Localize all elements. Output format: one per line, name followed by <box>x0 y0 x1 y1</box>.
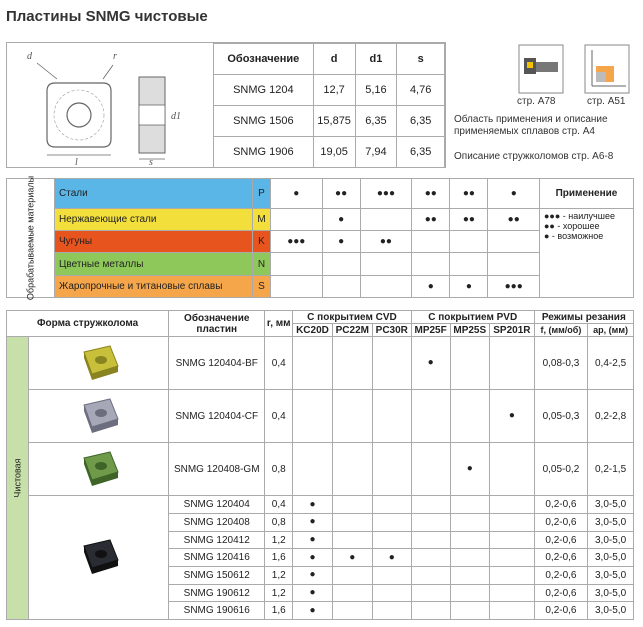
radius-cell: 0,4 <box>265 390 293 443</box>
grade-mark <box>450 549 489 567</box>
grade-mark <box>372 531 411 549</box>
table-row <box>7 496 634 514</box>
grade-mark <box>450 337 489 390</box>
mat-mark <box>271 208 323 230</box>
mat-mark <box>360 275 412 297</box>
designation-cell: SNMG 120404-BF <box>169 337 265 390</box>
mat-mark: ●●● <box>271 231 323 253</box>
dim-cell: 7,94 <box>355 137 397 168</box>
grade-mark <box>293 390 332 443</box>
mat-code: P <box>253 179 271 209</box>
mat-mark: ●● <box>450 179 488 209</box>
mat-mark: ●● <box>322 179 360 209</box>
mat-mark: ●● <box>412 208 450 230</box>
grade-mark <box>450 531 489 549</box>
feed-cell: 0,2-0,6 <box>534 514 587 532</box>
insert-image <box>29 337 169 390</box>
grade-mark <box>411 549 450 567</box>
dim-cell: 6,35 <box>397 106 445 137</box>
materials-side <box>7 175 55 301</box>
ref-area: Область применения и описание применяемых сплавов стр. A4 <box>454 114 608 137</box>
feed-cell: 0,2-0,6 <box>534 549 587 567</box>
grade-mark: ● <box>293 531 332 549</box>
page-title: Пластины SNMG чистовые <box>6 8 208 25</box>
label-d: d <box>27 51 32 62</box>
mat-code: M <box>253 208 271 230</box>
label-l: l <box>75 157 78 167</box>
grade-mark <box>332 567 372 585</box>
feed-cell: 0,08-0,3 <box>534 337 587 390</box>
table-row <box>7 443 634 496</box>
designation-cell: SNMG 120408 <box>169 514 265 532</box>
dim-cell: 4,76 <box>397 75 445 106</box>
header-shape: Форма стружколома <box>7 311 169 337</box>
mat-mark: ●● <box>360 231 412 253</box>
grade-mark <box>332 584 372 602</box>
feed-cell: 0,2-0,6 <box>534 584 587 602</box>
grade-mark <box>450 390 489 443</box>
grade-mark <box>490 514 535 532</box>
grade-header: PC30R <box>372 324 411 337</box>
holder-icon <box>518 44 564 94</box>
chipbreaker-diagram-icon <box>584 44 630 94</box>
feed-cell: 0,05-0,2 <box>534 443 587 496</box>
radius-cell: 1,6 <box>265 602 293 620</box>
ref-a78[interactable]: стр. A78 <box>517 96 556 107</box>
mat-label: Жаропрочные и титановые сплавы <box>55 275 253 297</box>
depth-cell: 3,0-5,0 <box>588 549 634 567</box>
designation-cell: SNMG 190612 <box>169 584 265 602</box>
designation-cell: SNMG 120404 <box>169 496 265 514</box>
depth-cell: 0,4-2,5 <box>588 337 634 390</box>
grade-mark: ● <box>450 443 489 496</box>
header-depth: ap, (мм) <box>588 324 634 337</box>
grade-mark <box>450 602 489 620</box>
depth-cell: 0,2-1,5 <box>588 443 634 496</box>
grade-mark: ● <box>293 549 332 567</box>
grade-mark: ● <box>293 496 332 514</box>
dim-header: s <box>397 44 445 75</box>
designation-cell: SNMG 120416 <box>169 549 265 567</box>
mat-mark <box>322 253 360 275</box>
application-title: Применение <box>540 179 634 209</box>
grade-mark <box>411 496 450 514</box>
grade-mark <box>332 514 372 532</box>
grade-mark <box>372 584 411 602</box>
depth-cell: 3,0-5,0 <box>588 567 634 585</box>
inserts-table <box>6 310 634 620</box>
grade-mark <box>411 531 450 549</box>
insert-image <box>29 390 169 443</box>
mat-mark <box>412 231 450 253</box>
dim-cell: 5,16 <box>355 75 397 106</box>
designation-cell: SNMG 120408-GM <box>169 443 265 496</box>
mat-mark: ● <box>322 231 360 253</box>
ref-a51[interactable]: стр. A51 <box>587 96 626 107</box>
mat-mark: ● <box>450 275 488 297</box>
mat-label: Чугуны <box>55 231 253 253</box>
mat-mark <box>271 253 323 275</box>
materials-side-label: Обрабатываемые материалы <box>25 175 35 301</box>
grade-mark <box>490 567 535 585</box>
grade-mark <box>293 443 332 496</box>
grade-mark <box>372 602 411 620</box>
grade-mark <box>411 567 450 585</box>
mat-mark: ●●● <box>360 179 412 209</box>
grade-mark <box>372 514 411 532</box>
dim-cell: SNMG 1204 <box>214 75 314 106</box>
ref-chip: Описание стружколомов стр. A6-8 <box>454 151 614 162</box>
grade-mark <box>332 496 372 514</box>
mat-mark: ● <box>412 275 450 297</box>
designation-cell: SNMG 190616 <box>169 602 265 620</box>
grade-mark <box>411 602 450 620</box>
dim-header: Обозначение <box>214 44 314 75</box>
grade-mark: ● <box>293 514 332 532</box>
depth-cell: 3,0-5,0 <box>588 496 634 514</box>
grade-header: SP201R <box>490 324 535 337</box>
label-d1: d1 <box>171 111 181 122</box>
insert-image <box>29 443 169 496</box>
mat-mark <box>271 275 323 297</box>
grade-mark: ● <box>293 584 332 602</box>
mat-label: Нержавеющие стали <box>55 208 253 230</box>
mat-mark: ●● <box>488 208 540 230</box>
feed-cell: 0,2-0,6 <box>534 496 587 514</box>
grade-mark <box>411 443 450 496</box>
legend-item: ●●● - наилучшее <box>544 210 615 221</box>
dim-cell: 12,7 <box>313 75 355 106</box>
table-row <box>7 390 634 443</box>
mat-code: K <box>253 231 271 253</box>
grade-mark: ● <box>372 549 411 567</box>
grade-mark <box>293 337 332 390</box>
mat-code: S <box>253 275 271 297</box>
grade-mark <box>490 337 535 390</box>
grade-mark <box>490 602 535 620</box>
insert-drawing <box>7 43 212 167</box>
mat-code: N <box>253 253 271 275</box>
grade-mark <box>450 567 489 585</box>
mat-mark <box>450 231 488 253</box>
header-cvd: С покрытием CVD <box>293 311 411 324</box>
designation-cell: SNMG 120412 <box>169 531 265 549</box>
radius-cell: 0,8 <box>265 443 293 496</box>
grade-header: KC20D <box>293 324 332 337</box>
grade-header: MP25F <box>411 324 450 337</box>
radius-cell: 0,4 <box>265 496 293 514</box>
feed-cell: 0,05-0,3 <box>534 390 587 443</box>
radius-cell: 1,2 <box>265 567 293 585</box>
grade-mark <box>490 584 535 602</box>
grade-mark <box>372 496 411 514</box>
grade-mark <box>490 549 535 567</box>
mat-mark: ● <box>271 179 323 209</box>
finishing-side <box>7 337 29 620</box>
grade-mark <box>490 531 535 549</box>
materials-table <box>6 175 634 301</box>
header-feed: f, (мм/об) <box>534 324 587 337</box>
depth-cell: 3,0-5,0 <box>588 514 634 532</box>
grade-mark <box>332 390 372 443</box>
grade-mark <box>332 531 372 549</box>
feed-cell: 0,2-0,6 <box>534 602 587 620</box>
grade-mark <box>332 602 372 620</box>
grade-mark: ● <box>411 337 450 390</box>
mat-mark <box>360 208 412 230</box>
mat-mark: ●● <box>412 179 450 209</box>
grade-mark <box>490 496 535 514</box>
grade-mark <box>411 584 450 602</box>
mat-mark: ● <box>488 179 540 209</box>
grade-mark <box>450 584 489 602</box>
grade-mark <box>332 443 372 496</box>
mat-label: Цветные металлы <box>55 253 253 275</box>
grade-mark: ● <box>332 549 372 567</box>
grade-header: PC22M <box>332 324 372 337</box>
insert-image <box>29 496 169 620</box>
radius-cell: 0,8 <box>265 514 293 532</box>
grade-mark <box>450 496 489 514</box>
mat-mark <box>360 253 412 275</box>
grade-mark <box>372 443 411 496</box>
mat-mark: ● <box>322 208 360 230</box>
dimension-table <box>213 43 445 168</box>
depth-cell: 3,0-5,0 <box>588 602 634 620</box>
grade-header: MP25S <box>450 324 489 337</box>
legend-item: ● - возможное <box>544 230 604 241</box>
radius-cell: 0,4 <box>265 337 293 390</box>
dim-header: d1 <box>355 44 397 75</box>
dim-cell: SNMG 1506 <box>214 106 314 137</box>
grade-mark: ● <box>293 602 332 620</box>
dimension-block <box>6 42 446 168</box>
grade-mark <box>411 514 450 532</box>
finishing-side-label: Чистовая <box>12 458 22 498</box>
mat-mark <box>322 275 360 297</box>
mat-mark <box>412 253 450 275</box>
header-pvd: С покрытием PVD <box>411 311 534 324</box>
grade-mark <box>332 337 372 390</box>
depth-cell: 3,0-5,0 <box>588 584 634 602</box>
designation-cell: SNMG 120404-CF <box>169 390 265 443</box>
depth-cell: 0,2-2,8 <box>588 390 634 443</box>
mat-mark: ●● <box>450 208 488 230</box>
mat-label: Стали <box>55 179 253 209</box>
label-s: s <box>149 157 153 167</box>
legend-item: ●● - хорошее <box>544 220 600 231</box>
feed-cell: 0,2-0,6 <box>534 567 587 585</box>
mat-mark <box>488 253 540 275</box>
grade-mark: ● <box>490 390 535 443</box>
header-radius: r, мм <box>265 311 293 337</box>
radius-cell: 1,2 <box>265 531 293 549</box>
designation-cell: SNMG 150612 <box>169 567 265 585</box>
dim-cell: 6,35 <box>355 106 397 137</box>
header-designation: Обозначение пластин <box>169 311 265 337</box>
feed-cell: 0,2-0,6 <box>534 531 587 549</box>
table-row <box>7 337 634 390</box>
grade-mark <box>490 443 535 496</box>
grade-mark <box>372 337 411 390</box>
depth-cell: 3,0-5,0 <box>588 531 634 549</box>
dim-header: d <box>313 44 355 75</box>
radius-cell: 1,6 <box>265 549 293 567</box>
grade-mark <box>372 567 411 585</box>
dim-cell: 6,35 <box>397 137 445 168</box>
dim-cell: SNMG 1906 <box>214 137 314 168</box>
grade-mark <box>372 390 411 443</box>
dim-cell: 15,875 <box>313 106 355 137</box>
label-r: r <box>113 51 117 62</box>
grade-mark <box>411 390 450 443</box>
dim-cell: 19,05 <box>313 137 355 168</box>
mat-mark <box>488 231 540 253</box>
mat-mark: ●●● <box>488 275 540 297</box>
header-modes: Режимы резания <box>534 311 633 324</box>
radius-cell: 1,2 <box>265 584 293 602</box>
grade-mark: ● <box>293 567 332 585</box>
application-legend <box>540 208 634 297</box>
mat-mark <box>450 253 488 275</box>
grade-mark <box>450 514 489 532</box>
